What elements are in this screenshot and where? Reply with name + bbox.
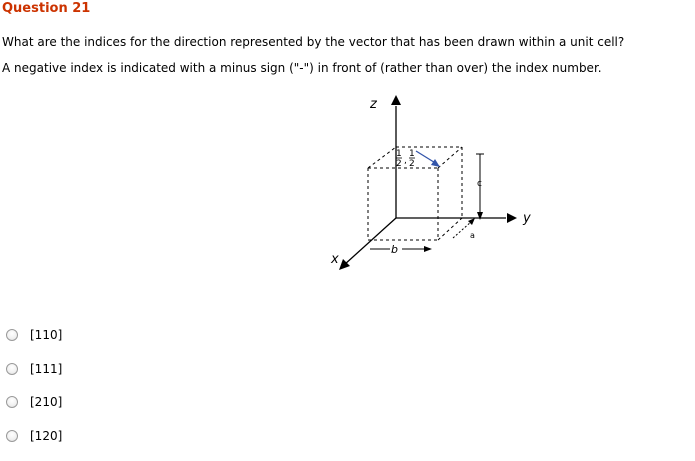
answer-option-111[interactable] <box>6 361 62 377</box>
question-title: Question 21 <box>2 1 91 16</box>
direction-vector-arrowhead <box>431 159 440 167</box>
answer-option-120[interactable] <box>6 428 62 444</box>
unit-cell-edges <box>368 147 462 240</box>
answer-option-label: [110] <box>30 328 63 342</box>
x-axis-label: x <box>331 252 339 267</box>
z-axis-label: z <box>370 97 377 112</box>
dimension-c-label: c <box>477 179 482 189</box>
fraction-1-numerator: 1 <box>396 149 402 159</box>
z-axis-arrowhead <box>391 95 401 105</box>
y-axis-label: y <box>523 211 531 226</box>
answer-options <box>6 327 62 461</box>
y-axis-arrowhead <box>507 213 517 223</box>
question-instruction: A negative index is indicated with a minus sign ("-") in front of (rather than over) the index number. <box>2 61 602 75</box>
answer-option-label: [210] <box>30 395 63 409</box>
radio-button[interactable] <box>6 430 18 442</box>
dimension-b-arrowhead <box>424 246 432 252</box>
dimension-c-arrowhead <box>477 212 483 220</box>
dimension-a-label: a <box>470 231 475 240</box>
radio-button[interactable] <box>6 329 18 341</box>
question-text: What are the indices for the direction represented by the vector that has been drawn within a unit cell? <box>2 35 625 49</box>
x-axis <box>344 218 396 265</box>
answer-option-210[interactable] <box>6 394 62 410</box>
unit-cell-figure <box>310 88 560 278</box>
answer-option-110[interactable] <box>6 327 62 343</box>
answer-option-label: [111] <box>30 361 63 376</box>
fraction-2-denominator: 2 <box>409 159 415 169</box>
radio-button[interactable] <box>6 396 18 408</box>
fraction-1-denominator: 2 <box>396 159 402 169</box>
fraction-separator: , <box>404 156 407 166</box>
answer-option-label: [120] <box>30 428 63 443</box>
radio-button[interactable] <box>6 363 18 375</box>
fraction-2-numerator: 1 <box>409 149 415 159</box>
vector-origin-label <box>396 149 415 169</box>
dimension-b-label: b <box>391 243 398 256</box>
